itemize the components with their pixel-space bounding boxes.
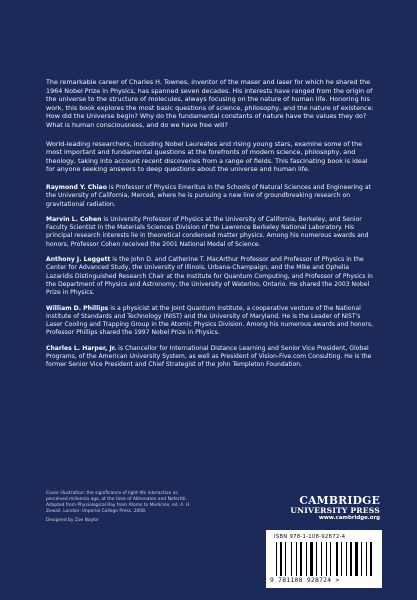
- barcode-bar: [296, 542, 297, 576]
- barcode-bar: [353, 542, 354, 576]
- barcode-bar: [314, 542, 315, 576]
- barcode-bar: [308, 542, 309, 576]
- bio-name: Raymond Y. Chiao: [46, 183, 107, 191]
- cover-illustration-credit: Cover illustration: the significance of light-life interaction as perceived millennia ago, at the time of Akhenaton and Nefertiti. Adapted from Physiological Ray from Atoms to Medicine, ed. A. H. Zewail. London: Imperial College Press, 2008.: [46, 491, 191, 514]
- barcode-bar: [300, 542, 302, 576]
- bio-name: William D. Phillips: [46, 304, 109, 312]
- barcode-bar: [370, 542, 372, 576]
- bio-text: is the John D. and Catherine T. MacArthur Professor and Professor of Physics in the Center for Advanced Study, the University of Illinois, Urbana-Champaign, and the Mike and Ophelia Lazaridis Distinguished Research Chair at the Institute for Quantum Computing, and Professor of Physics in the Department of Physics and Astronomy, the University of Waterloo, Ontario. He shared the 2003 Nobel Prize in Physics.: [46, 256, 373, 297]
- bio-text: is Professor of Physics Emeritus in the Schools of Natural Sciences and Engineering at the University of California, Merced, where he is pursuing a new line of groundbreaking research on gravitational radiation.: [46, 183, 371, 208]
- bio-chiao: [46, 184, 376, 209]
- barcode-bar: [306, 542, 307, 576]
- barcode-bar: [336, 542, 338, 576]
- barcode-bar: [346, 542, 347, 576]
- barcode-bar: [310, 542, 313, 576]
- barcode-bar: [321, 542, 322, 576]
- barcode-bar: [341, 542, 342, 576]
- bio-text: is a physicist at the Joint Quantum Institute, a cooperative venture of the National Institute of Standards and Technology (NIST) and the University of Maryland. He is the Leader of NIST's Laser Cooling and Trapping Group in the Atomic Physics Division. Among his numerous awards and honors, Professor Phillips shared the 1997 Nobel Prize in Physics.: [46, 304, 374, 337]
- barcode-bar: [328, 542, 329, 576]
- bio-text: is University Professor of Physics at the University of California, Berkeley, and Senior Faculty Scientist in the Materials Sciences Division of the Lawrence Berkeley National Laboratory. His principal research interests lie in theoretical condensed matter physics. Among his numerous awards and honors, Professor Cohen received the 2001 National Medal of Science.: [46, 215, 369, 248]
- bio-name: Anthony J. Leggett: [46, 256, 111, 264]
- barcode-bar: [330, 542, 331, 576]
- barcode-bar: [303, 542, 305, 576]
- intro-paragraph-2: World-leading researchers, including Nobel Laureates and rising young stars, examine some of the most important and fundamental questions at the forefronts of modern science, philosophy, and theology, taking into account recent discoveries from a range of fields. This fascinating book is ideal for anyone seeking answers to deep questions about the universe and human life.: [46, 139, 368, 174]
- barcode-bar: [326, 542, 327, 576]
- barcode-bar: [361, 542, 362, 576]
- publisher-subname: UNIVERSITY PRESS: [290, 506, 380, 515]
- cover-credits: [46, 491, 196, 527]
- barcode-bar: [291, 542, 292, 576]
- bio-phillips: [46, 305, 376, 338]
- bio-harper: [46, 345, 376, 370]
- barcode-bar: [283, 542, 284, 576]
- barcode-bar: [287, 542, 290, 576]
- barcode-bars: [276, 542, 374, 576]
- publisher-name: CAMBRIDGE: [299, 494, 380, 507]
- barcode-bar: [280, 542, 282, 576]
- barcode-bar: [359, 542, 360, 576]
- cover-text: [46, 78, 376, 377]
- isbn-label: ISBN 978-1-108-92872-4: [274, 534, 346, 540]
- barcode-panel: [266, 530, 382, 588]
- bio-name: Marvin L. Cohen: [46, 215, 102, 223]
- bio-leggett: [46, 256, 376, 297]
- bio-text: is Chancellor for International Distance Learning and Senior Vice President, Global Programs, of the American University System, as well as President of Vision-Five.com Consulting. He is the former Senior Vice President and Chief Strategist of the John Templeton Foundation.: [46, 344, 372, 369]
- barcode-bar: [343, 542, 345, 576]
- barcode-bar: [318, 542, 320, 576]
- bio-cohen: [46, 216, 376, 249]
- barcode-bar: [368, 542, 369, 576]
- barcode-bar: [355, 542, 358, 576]
- bio-name: Charles L. Harper, Jr.: [46, 344, 117, 352]
- barcode-bar: [293, 542, 295, 576]
- barcode-bar: [285, 542, 286, 576]
- barcode-bar: [298, 542, 299, 576]
- barcode-bar: [323, 542, 325, 576]
- barcode-number: 9 781108 928724 >: [270, 577, 340, 584]
- barcode-bar: [350, 542, 352, 576]
- barcode-bar: [276, 542, 277, 576]
- barcode-bar: [348, 542, 349, 576]
- barcode-bar: [316, 542, 317, 576]
- designer-credit: Designed by Zoe Naylor: [46, 517, 99, 523]
- publisher-url: www.cambridge.org: [318, 515, 380, 521]
- barcode-bar: [339, 542, 340, 576]
- barcode-bar: [278, 542, 279, 576]
- barcode-bar: [332, 542, 335, 576]
- intro-paragraph-1: The remarkable career of Charles H. Townes, inventor of the maser and laser for which he shared the 1964 Nobel Prize in Physics, has spanned seven decades. His interests have ranged from the origin of the universe to the structure of molecules, always focusing on the nature of human life. Honoring his work, this book explores the most basic questions of science, philosophy, and the nature of existence: How did the Universe begin? Why do the fundamental constants of nature have the values they do? What is human consciousness, and do we have free will?: [46, 78, 374, 129]
- barcode-bar: [363, 542, 365, 576]
- barcode-bar: [366, 542, 367, 576]
- publisher-logo: [268, 495, 380, 522]
